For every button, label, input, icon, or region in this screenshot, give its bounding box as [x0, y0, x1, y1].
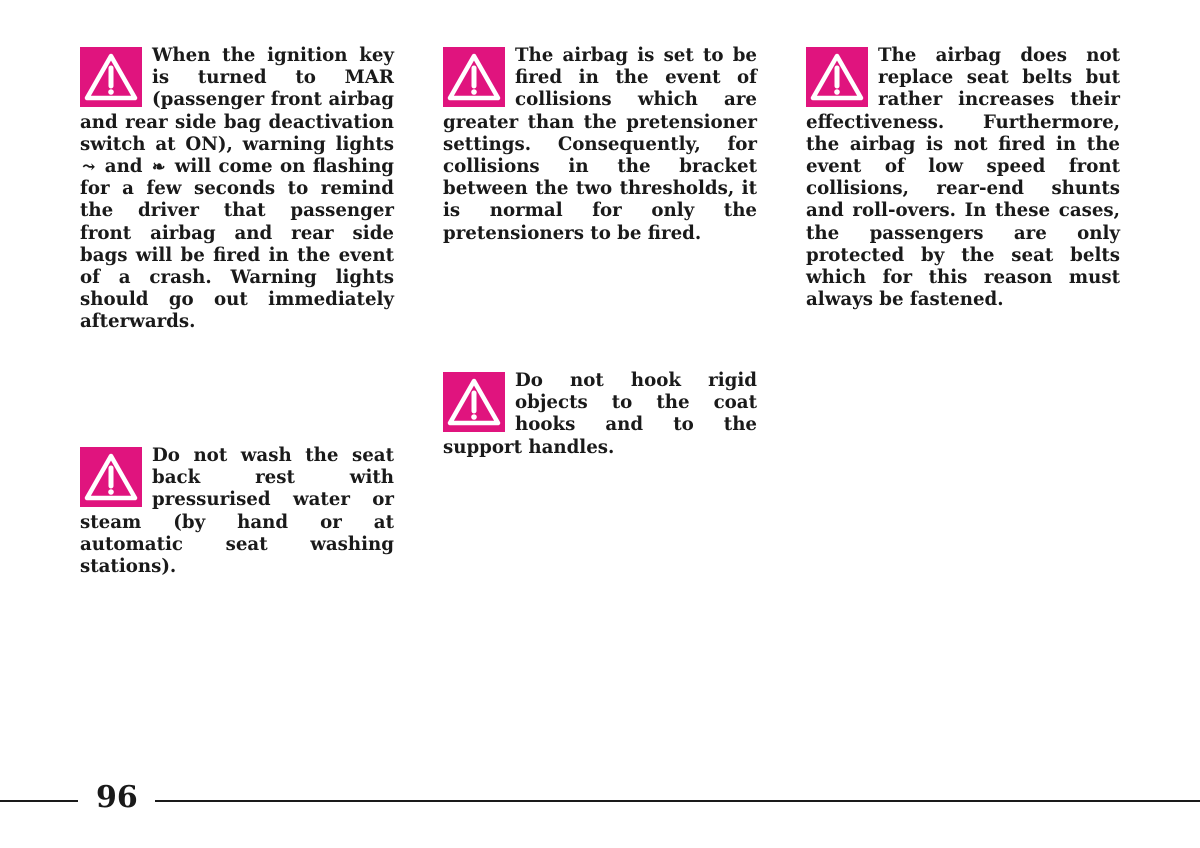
page-number: 96 [96, 780, 138, 815]
warning-triangle-icon [80, 47, 142, 107]
passenger-airbag-off-icon: ⤳ [82, 157, 96, 177]
warning-triangle-icon [806, 47, 868, 107]
warning-text: When the ignition key is turned to MAR (passenger front airbag and rear side bag deactivation switch at ON), warning lights [80, 45, 394, 155]
footer-rule-left [0, 800, 78, 802]
warning-airbag-firing [443, 45, 757, 245]
side-bag-icon: ❧ [151, 157, 166, 177]
warning-text: The airbag does not replace seat belts but rather increases their effectiveness. Furthermore, the airbag is not fired in the event of low speed front collisions, rear-end shunts and roll-overs. In these cases, the passengers are only protected by the seat belts which for this reason must always be fastened. [806, 45, 1120, 311]
warning-text: The airbag is set to be fired in the event of collisions which are greater than the pretensioner settings. Consequently, for collisions in the bracket between the two thresholds, it is normal for only the pretensioners to be fired. [443, 45, 757, 244]
warning-ignition-key [80, 45, 394, 334]
footer-rule-right [155, 800, 1200, 802]
warning-text: Do not hook rigid objects to the coat hooks and to the support handles. [443, 370, 757, 458]
warning-seat-washing [80, 445, 394, 578]
warning-coat-hooks [443, 370, 757, 459]
warning-seat-belts [806, 45, 1120, 311]
warning-triangle-icon [443, 372, 505, 432]
warning-triangle-icon [443, 47, 505, 107]
warning-triangle-icon [80, 447, 142, 507]
warning-text: Do not wash the seat back rest with pressurised water or steam (by hand or at automatic seat washing stations). [80, 445, 394, 578]
warning-text: and [97, 156, 150, 178]
warning-text: will come on flashing for a few seconds to remind the driver that passenger front airbag and rear side bags will be fired in the event of a crash. Warning lights should go out immediately afterwards. [80, 156, 395, 333]
